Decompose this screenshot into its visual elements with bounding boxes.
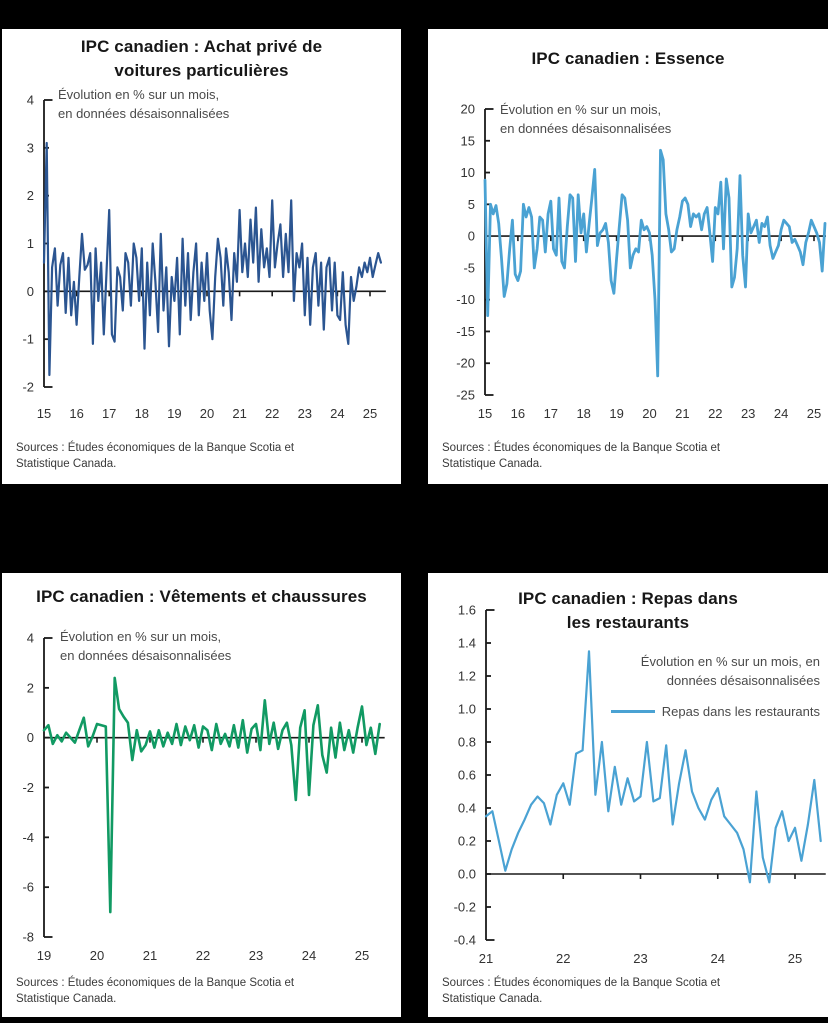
svg-text:4: 4 (26, 92, 34, 108)
svg-text:21: 21 (142, 948, 158, 963)
svg-text:25: 25 (362, 406, 378, 421)
svg-text:-8: -8 (22, 929, 34, 945)
svg-text:-6: -6 (22, 879, 34, 895)
svg-text:21: 21 (232, 406, 247, 421)
svg-text:21: 21 (675, 406, 690, 421)
chart-panel-essence (428, 29, 828, 484)
svg-text:-1: -1 (22, 331, 34, 347)
chart-title-line2: les restaurants (566, 613, 690, 632)
svg-text:-25: -25 (456, 387, 475, 403)
svg-text:0.6: 0.6 (457, 767, 476, 783)
svg-text:2: 2 (26, 680, 34, 696)
svg-text:1.6: 1.6 (457, 602, 476, 618)
line-chart-essence (428, 29, 828, 484)
legend-line-sample (611, 710, 655, 713)
chart-subtitle-line1: Évolution en % sur un mois, (58, 87, 220, 102)
legend-label: Repas dans les restaurants (661, 704, 820, 719)
svg-text:3: 3 (26, 140, 34, 156)
chart-subtitle-line1: Évolution en % sur un mois, (500, 102, 662, 117)
svg-text:22: 22 (556, 951, 571, 966)
svg-text:23: 23 (633, 951, 648, 966)
svg-text:15: 15 (460, 133, 475, 149)
svg-text:19: 19 (36, 948, 52, 963)
svg-text:24: 24 (773, 406, 789, 421)
svg-text:0.0: 0.0 (457, 866, 476, 882)
svg-text:0: 0 (467, 228, 475, 244)
source-note: Sources : Études économiques de la Banque Scotia et Statistique Canada. (16, 442, 295, 470)
source-note: Sources : Études économiques de la Banque Scotia et Statistique Canada. (442, 977, 721, 1005)
source-note: Sources : Études économiques de la Banque Scotia et Statistique Canada. (442, 442, 721, 470)
chart-subtitle (500, 101, 671, 138)
svg-text:21: 21 (478, 951, 494, 966)
svg-text:17: 17 (101, 406, 117, 421)
svg-text:15: 15 (36, 406, 52, 421)
svg-text:20: 20 (89, 948, 105, 963)
svg-text:10: 10 (460, 165, 475, 181)
chart-subtitle-line2: en données désaisonnalisées (58, 105, 230, 121)
svg-text:23: 23 (248, 948, 264, 963)
chart-subtitle-line2: en données désaisonnalisées (500, 120, 672, 136)
source-note: Sources : Études économiques de la Banque Scotia et Statistique Canada. (16, 977, 295, 1005)
svg-text:0.4: 0.4 (457, 800, 476, 816)
svg-text:22: 22 (264, 406, 280, 421)
svg-text:-15: -15 (456, 323, 475, 339)
chart-title-line1: IPC canadien : Repas dans (518, 589, 738, 608)
svg-text:5: 5 (467, 196, 475, 212)
chart-subtitle (641, 653, 820, 690)
svg-text:-0.2: -0.2 (453, 899, 476, 915)
svg-text:25: 25 (806, 406, 822, 421)
svg-text:-4: -4 (22, 829, 34, 845)
svg-text:20: 20 (642, 406, 657, 421)
chart-panel-vetements (2, 573, 401, 1017)
svg-text:2: 2 (26, 188, 34, 204)
chart-title-line1: IPC canadien : Essence (531, 49, 725, 68)
svg-text:19: 19 (167, 406, 182, 421)
svg-text:24: 24 (710, 951, 725, 966)
svg-text:-2: -2 (22, 379, 34, 395)
svg-text:-10: -10 (456, 292, 475, 308)
svg-text:-5: -5 (463, 260, 475, 276)
svg-text:-2: -2 (22, 780, 34, 795)
svg-text:23: 23 (740, 406, 756, 421)
svg-text:0: 0 (26, 283, 34, 299)
svg-text:4: 4 (26, 630, 34, 646)
svg-text:17: 17 (543, 406, 559, 421)
svg-text:-20: -20 (456, 355, 475, 371)
line-chart-repas (428, 573, 828, 1017)
chart-subtitle-line1: Évolution en % sur un mois, en (640, 654, 820, 669)
svg-text:18: 18 (576, 406, 591, 421)
chart-title-line2: voitures particulières (114, 61, 289, 80)
svg-text:18: 18 (134, 406, 150, 421)
svg-text:0.8: 0.8 (457, 734, 476, 750)
svg-text:19: 19 (609, 406, 624, 421)
svg-text:16: 16 (69, 406, 84, 421)
svg-text:1.2: 1.2 (457, 668, 476, 684)
svg-text:1.4: 1.4 (457, 635, 476, 651)
svg-text:25: 25 (787, 951, 803, 966)
svg-text:24: 24 (301, 948, 317, 963)
chart-title-line1: IPC canadien : Vêtements et chaussures (36, 587, 367, 606)
svg-text:0: 0 (26, 730, 34, 746)
svg-text:20: 20 (460, 101, 475, 117)
chart-subtitle (60, 628, 231, 665)
svg-text:-0.4: -0.4 (453, 932, 476, 948)
chart-subtitle-line2: données désaisonnalisées (666, 672, 820, 688)
svg-text:15: 15 (477, 406, 493, 421)
svg-text:0.2: 0.2 (457, 833, 476, 849)
svg-text:24: 24 (330, 406, 345, 421)
svg-text:22: 22 (195, 948, 211, 963)
chart-title-line1: IPC canadien : Achat privé de (80, 37, 323, 56)
chart-legend (611, 704, 820, 719)
chart-panel-repas (428, 573, 828, 1017)
svg-text:20: 20 (199, 406, 215, 421)
chart-subtitle-line2: en données désaisonnalisées (60, 647, 232, 663)
chart-panel-voitures (2, 29, 401, 484)
svg-text:23: 23 (297, 406, 313, 421)
chart-subtitle-line1: Évolution en % sur un mois, (60, 629, 222, 644)
svg-text:1: 1 (26, 236, 34, 251)
svg-text:25: 25 (354, 948, 370, 963)
svg-text:16: 16 (510, 406, 526, 421)
chart-subtitle (58, 86, 229, 123)
svg-text:22: 22 (708, 406, 723, 421)
svg-text:1.0: 1.0 (457, 701, 476, 717)
